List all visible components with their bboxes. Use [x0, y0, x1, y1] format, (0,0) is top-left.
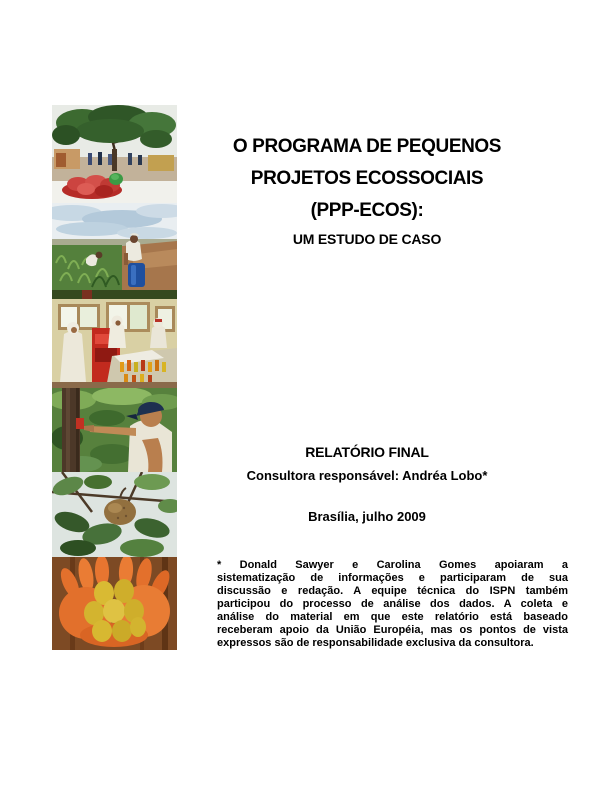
- photo-tree-tapping: [52, 388, 177, 472]
- report-label: RELATÓRIO FINAL: [305, 444, 429, 460]
- photo-community-tree: [52, 105, 177, 203]
- photo-processing-room: [52, 290, 177, 388]
- footnote-line: sistematização de informações e participaram de sua: [217, 572, 568, 584]
- footnote-line: expressos são de responsabilidade exclusiva da consultora.: [217, 637, 534, 649]
- title-line-3: (PPP-ECOS):: [310, 200, 424, 221]
- footnote-line: receberam apoio da União Européia, mas os pontos de vista: [217, 624, 568, 636]
- place-date: Brasília, julho 2009: [308, 509, 426, 524]
- title-line-2: PROJETOS ECOSSOCIAIS: [250, 168, 484, 189]
- footnote-line: discussão e redação. A equipe técnica do ISPN também: [217, 585, 568, 597]
- subtitle: UM ESTUDO DE CASO: [292, 231, 442, 247]
- consultant-line: Consultora responsável: Andréa Lobo*: [246, 468, 488, 483]
- title-line-1: O PROGRAMA DE PEQUENOS: [232, 136, 502, 157]
- photo-pequi-hands: [52, 557, 177, 650]
- cover-photo-strip: [52, 105, 177, 650]
- photo-fruit-branch: [52, 472, 177, 557]
- footnote-line: análise do material em que este relatório está baseado: [217, 611, 568, 623]
- title-block: [200, 131, 534, 248]
- footnote-line: participou do processo de análise dos dados. A coleta e: [217, 598, 568, 610]
- footnote-line: * Donald Sawyer e Carolina Gomes apoiaram a: [217, 559, 568, 571]
- photo-field-work: [52, 203, 177, 290]
- footnote: [217, 559, 568, 650]
